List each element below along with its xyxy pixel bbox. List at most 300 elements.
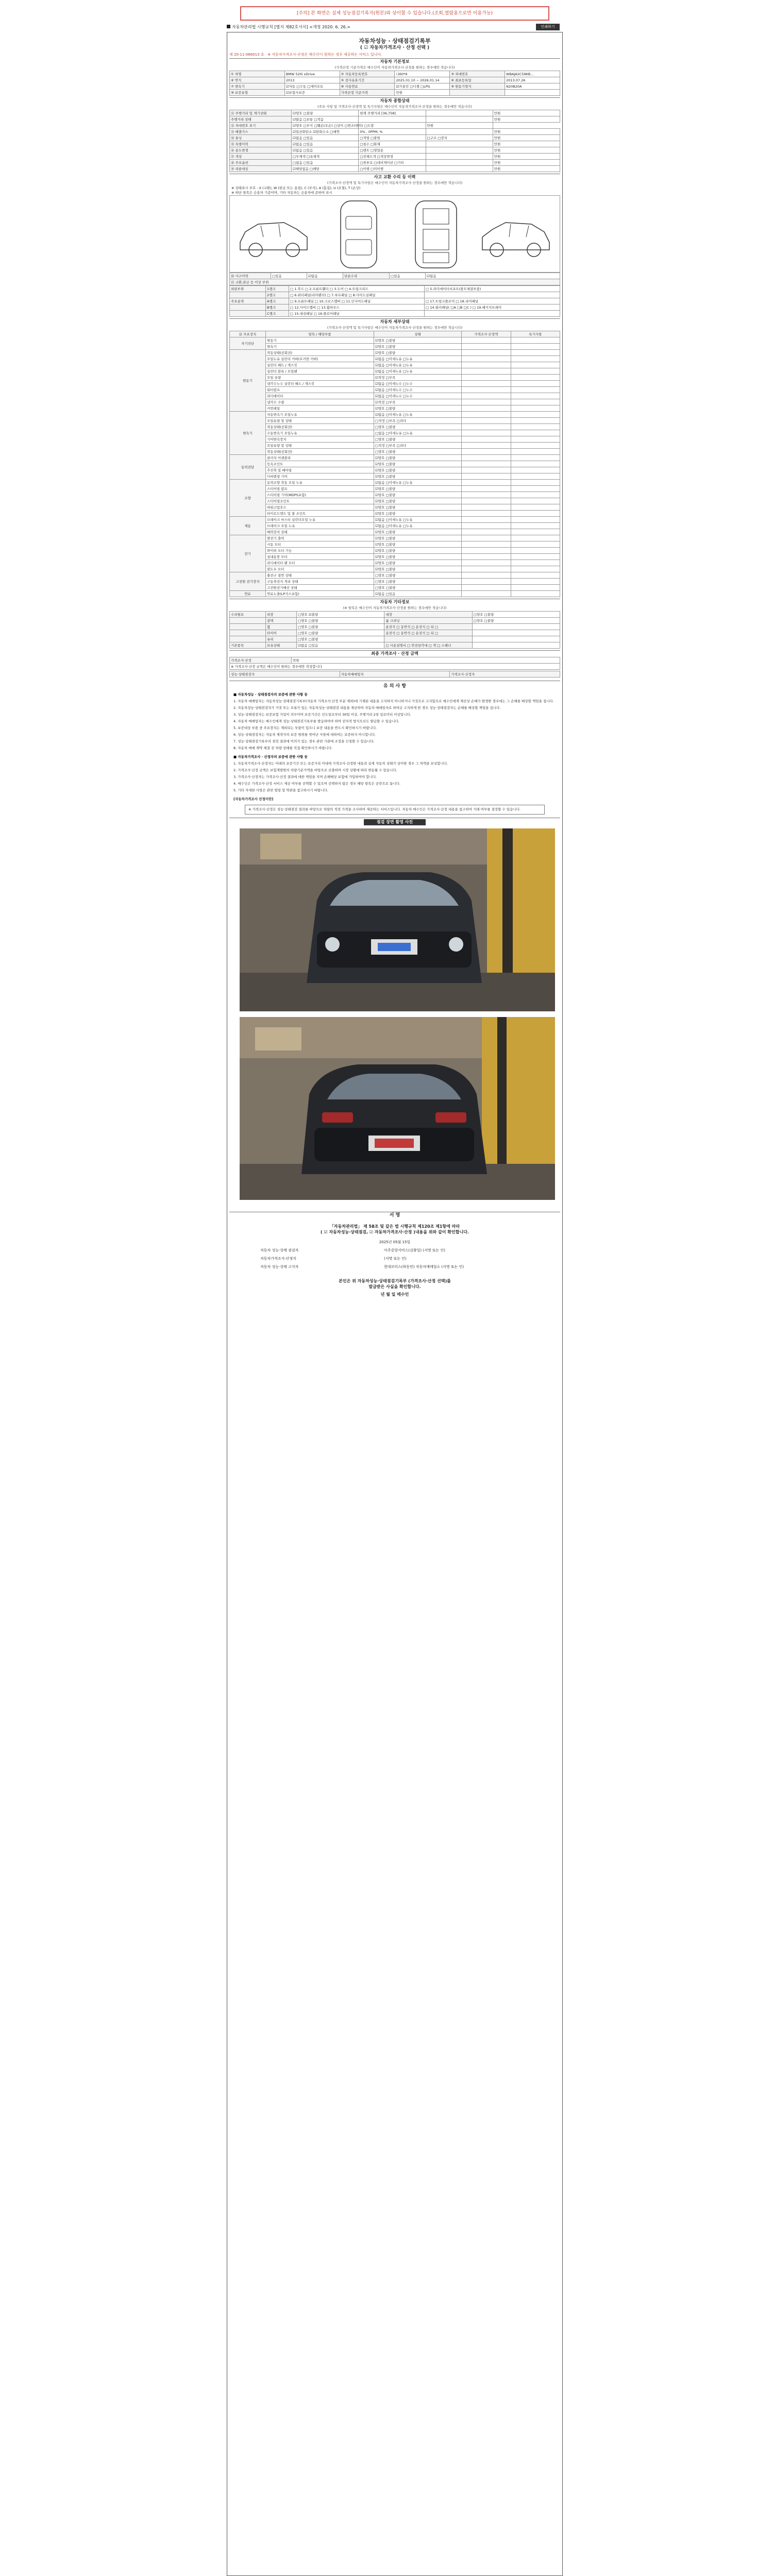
history-label: ⑯ 용도변경 — [230, 147, 292, 154]
detail-row — [230, 566, 560, 572]
detail-row — [230, 449, 560, 455]
basic-label: ② 자동차등록번호 — [340, 71, 395, 77]
detail-price — [462, 548, 511, 554]
detail-status: ☑양호 □불량 — [374, 461, 462, 467]
history-row — [230, 116, 560, 123]
terms-item: 4. 자동차 매매업자는 매수인에게 성능·상태점검기록부를 발급하여야 하며 전자적 방식으로도 발급할 수 있습니다. — [233, 719, 399, 723]
form-header — [227, 24, 563, 31]
etc-row — [230, 630, 560, 636]
detail-row — [230, 511, 560, 517]
doc-number: 제 20-11-068013 호 — [229, 53, 264, 57]
detail-note — [511, 480, 560, 486]
detail-status: ☑없음 □미세누수 □누수 — [374, 393, 462, 399]
basic-label: ③ 차대번호 — [450, 71, 505, 77]
rank-level: A랭크 — [266, 298, 289, 304]
detail-item: 디퍼렌셜 기어 — [266, 473, 374, 480]
history-value: 만원 — [493, 135, 560, 141]
rank-parts: □ 5.라디에이터서포트(볼트체결부품) — [425, 286, 560, 292]
detail-note — [511, 473, 560, 480]
detail-status: ☑적정 □부족 — [374, 375, 462, 381]
detail-note — [511, 443, 560, 449]
detail-price — [462, 449, 511, 455]
detail-row — [230, 486, 560, 492]
history-value: □썬루프 □네비게이션 □기타 — [359, 160, 426, 166]
detail-group: 제동 — [230, 517, 266, 535]
detail-row — [230, 541, 560, 548]
rank-parts: □ 14.필러패널( □A □B □C ) □ 19.패키지트레이 — [425, 304, 560, 311]
signature-statement: 「자동차관리법」 제 58조 및 같은 법 시행규칙 제120조 제1항에 따라 — [329, 1224, 460, 1229]
detail-price — [462, 381, 511, 387]
detail-price — [462, 405, 511, 412]
accident-no: ☑없음 — [307, 273, 343, 279]
signature-date: 2025년 05월 15일 — [379, 1240, 411, 1244]
detail-group: 변속기 — [230, 412, 266, 455]
basic-value: ☑가솔린 □디젤 □LPG — [395, 83, 450, 90]
rank-group — [230, 304, 266, 311]
basic-value: BMW 520i xDrive — [284, 71, 340, 77]
detail-status: ☑양호 □불량 — [374, 541, 462, 548]
detail-item: 발전기 출력 — [266, 535, 374, 541]
detail-item: 냉각수누수 실린더 헤드 / 개스킷 — [266, 381, 374, 387]
price-table — [229, 657, 560, 670]
etc-cell: □양호 □불량 — [297, 618, 384, 624]
history-row — [230, 123, 560, 129]
detail-item: 구동축전지 격리 상태 — [266, 579, 374, 585]
detail-row — [230, 356, 560, 362]
rank-parts — [425, 311, 560, 317]
basic-label: ⑨ 원동기형식 — [450, 83, 505, 90]
etc-cell: 유리 — [266, 636, 297, 642]
terms-box-title: [자동차가격조사 선정이란] — [233, 797, 274, 801]
detail-note — [511, 566, 560, 572]
detail-status: ☑없음 □미세누유 □누유 — [374, 362, 462, 368]
rank-parts — [425, 292, 560, 298]
history-value: 만원 — [493, 166, 560, 172]
detail-status: ☑양호 □불량 — [374, 492, 462, 498]
history-value: ☑없음 □있음 — [292, 141, 359, 147]
simple-repair-no: ☑없음 — [426, 273, 560, 279]
basic-label: ⑧ 사용연료 — [340, 83, 395, 90]
detail-status: ☑적정 □부족 — [374, 399, 462, 405]
detail-item: 실린더 헤드 / 개스킷 — [266, 362, 374, 368]
accident-table — [229, 273, 560, 285]
detail-head-cell: 특기사항 — [511, 331, 560, 337]
history-value — [426, 154, 493, 160]
basic-value: 2013.07.26 — [505, 77, 560, 83]
detail-status: ☑양호 □불량 — [374, 498, 462, 504]
rank-parts: □ 9.프론트패널 □ 10.크로스멤버 □ 11.인사이드패널 — [289, 298, 425, 304]
print-button[interactable]: 인쇄하기 — [536, 24, 560, 30]
rank-row — [230, 298, 560, 304]
detail-row — [230, 591, 560, 597]
detail-status: ☑없음 □미세누유 □누유 — [374, 480, 462, 486]
detail-note — [511, 523, 560, 529]
detail-item: 실내송풍 모터 — [266, 554, 374, 560]
detail-group: 조향 — [230, 480, 266, 517]
etc-cell: 룸 크리닝 — [384, 618, 472, 624]
detail-item: 와이퍼 모터 기능 — [266, 548, 374, 554]
detail-note — [511, 344, 560, 350]
signature-row-1 — [229, 1246, 560, 1255]
section-history — [229, 97, 560, 172]
detail-item: 브레이크 오일 누유 — [266, 523, 374, 529]
detail-note — [511, 399, 560, 405]
basic-label — [450, 90, 505, 96]
terms-item: 5. 보증대상 부품 중 주요장치는 제외되는 부품이 있으니 보증 내용을 반드시 확인하시기 바랍니다. — [233, 726, 377, 730]
inspector-1: 성능·상태점검자 — [230, 671, 340, 677]
history-value: 만원 — [493, 129, 560, 135]
detail-price — [462, 455, 511, 461]
detail-row — [230, 498, 560, 504]
basic-value: ☑보험사보증 — [284, 90, 340, 96]
inspector-table — [229, 671, 560, 677]
detail-price — [462, 393, 511, 399]
detail-item: 고전원전기배선 상태 — [266, 585, 374, 591]
detail-status: ☑없음 □미세누수 □누수 — [374, 381, 462, 387]
detail-status: ☑양호 □불량 — [374, 535, 462, 541]
detail-note — [511, 412, 560, 418]
etc-cell — [384, 636, 472, 642]
etc-cell: 운전석 □ 동반석 □ 운전석 □ 뒤 □ — [384, 624, 472, 630]
accident-label: ⑳ 사고이력 — [230, 273, 271, 279]
detail-head-cell: 항목 / 해당부품 — [266, 331, 374, 337]
etc-row — [230, 624, 560, 630]
detail-item: 배력장치 상태 — [266, 529, 374, 535]
detail-item: 워터펌프 — [266, 387, 374, 393]
detail-note — [511, 436, 560, 443]
history-value: 0% , 0PPM, % — [359, 129, 426, 135]
detail-row — [230, 399, 560, 405]
footer-line-3: 년 월 일 매수인 — [380, 1292, 409, 1297]
history-value: ☑양호 □부식 □훼손(오손) □상이 □변조(변타) □도말 — [292, 123, 359, 129]
detail-status: ☑양호 □불량 — [374, 554, 462, 560]
basic-value: 2013 — [284, 77, 340, 83]
detail-price — [462, 511, 511, 517]
footer-line-2: 발급받은 사실을 확인합니다. — [368, 1284, 421, 1289]
detail-item: 클러치 어셈블리 — [266, 455, 374, 461]
history-value: 만원 — [493, 160, 560, 166]
detail-status: ☑없음 □미세누유 □누유 — [374, 412, 462, 418]
history-value — [426, 147, 493, 154]
etc-cell: 수리필요 — [230, 612, 266, 618]
terms-item: 4. 매수인은 가격조사·산정 서비스 제공 여부를 선택할 수 있으며 선택하지 않은 경우 해당 항목은 공란으로 둡니다. — [233, 782, 400, 786]
etc-cell — [472, 636, 560, 642]
detail-note — [511, 381, 560, 387]
detail-price — [462, 344, 511, 350]
detail-note — [511, 368, 560, 375]
detail-note — [511, 517, 560, 523]
detail-item: 스티어링조인트 — [266, 498, 374, 504]
etc-cell — [230, 618, 266, 624]
history-label: ⑲ 리콜대상 — [230, 166, 292, 172]
etc-cell: 휠 — [266, 624, 297, 630]
section-price — [229, 650, 560, 677]
history-label: ⑱ 주요옵션 — [230, 160, 292, 166]
detail-status: ☑양호 □불량 — [374, 504, 462, 511]
detail-row — [230, 350, 560, 356]
detail-row — [230, 362, 560, 368]
history-value: ☑해당없음 □해당 — [292, 166, 359, 172]
history-value — [359, 116, 426, 123]
detail-item: 오일누유 실린더 커버(로커암 커버) — [266, 356, 374, 362]
detail-head-cell: ㉒ 주요장치 — [230, 331, 266, 337]
detail-price — [462, 504, 511, 511]
car-frame-diagram — [400, 198, 472, 270]
detail-row — [230, 517, 560, 523]
rank-row — [230, 286, 560, 292]
price-note: ※ 가격조사·산정 금액은 매수인이 원하는 경우에만 작성합니다 — [230, 664, 560, 670]
detail-price — [462, 529, 511, 535]
basic-label: ⑤ 검사유효기간 — [340, 77, 395, 83]
terms-item: 1. 자동차가격조사·산정자는 아래의 보증기간 또는 보증거리 이내에 가격조사·산정한 내용과 실제 자동차 상태가 상이한 경우 그 차액을 보상합니다. — [233, 761, 448, 766]
detail-item: 스티어링 펌프 — [266, 486, 374, 492]
photo-title: 점검 장면 촬영 사진 — [364, 819, 426, 825]
detail-status: □양호 □불량 — [374, 572, 462, 579]
detail-item: 오일유량 및 상태 — [266, 418, 374, 424]
detail-row — [230, 405, 560, 412]
history-label: ⑬ 배출가스 — [230, 129, 292, 135]
signature-row-2 — [229, 1255, 560, 1263]
detail-note — [511, 486, 560, 492]
detail-price — [462, 523, 511, 529]
history-value: □이행 □미이행 — [359, 166, 426, 172]
detail-note — [511, 337, 560, 344]
detail-sub: (가격조사·산정액 및 특기사항은 매수인이 자동차가격조사·산정을 원하는 경우에만 적습니다) — [327, 326, 463, 330]
detail-price — [462, 412, 511, 418]
section-basic — [229, 58, 560, 96]
detail-row — [230, 418, 560, 424]
detail-row — [230, 560, 560, 566]
history-value: 만원 — [426, 123, 493, 129]
basic-row — [230, 83, 560, 90]
detail-status: ☑양호 □불량 — [374, 405, 462, 412]
basic-label: ⑥ 최초등록일 — [450, 77, 505, 83]
detail-status: ☑양호 □불량 — [374, 467, 462, 473]
detail-price — [462, 517, 511, 523]
detail-price — [462, 554, 511, 560]
sig-value-1: 아주중앙서비스(김왕일) (서명 또는 인) — [384, 1248, 446, 1252]
detail-note — [511, 535, 560, 541]
detail-status: ☑양호 □불량 — [374, 350, 462, 356]
detail-note — [511, 548, 560, 554]
inspection-photo-front — [240, 828, 555, 1011]
terms-item: 7. 성능·상태점검기록부의 점검 결과에 이의가 있는 경우 관련 기관에 조정을 신청할 수 있습니다. — [233, 739, 375, 743]
detail-group: 고전원 전기장치 — [230, 572, 266, 591]
history-label: ⑰ 색상 — [230, 154, 292, 160]
rank-group: 주요골격 — [230, 298, 266, 304]
detail-status: □양호 □불량 — [374, 424, 462, 430]
detail-row — [230, 461, 560, 467]
detail-status: ☑양호 □불량 — [374, 529, 462, 535]
detail-status: ☑없음 □미세누유 □누유 — [374, 368, 462, 375]
detail-note — [511, 424, 560, 430]
detail-note — [511, 405, 560, 412]
detail-row — [230, 473, 560, 480]
doc-warning: ※ 자동차가격조사·산정은 매수인이 원하는 경우 제공하는 서비스 입니다. — [267, 53, 382, 57]
detail-row — [230, 585, 560, 591]
detail-price — [462, 498, 511, 504]
etc-cell: 외장 — [266, 612, 297, 618]
etc-cell: 기본품목 — [230, 642, 266, 649]
history-value: 만원 — [493, 141, 560, 147]
doc-subtitle: ( ☑ 자동차가격조사 · 산정 선택 ) — [360, 45, 430, 50]
detail-status: □없음 □미세누유 □누유 — [374, 430, 462, 436]
form-legal-label: 자동차관리법 시행규칙 [별지 제82호서식] <개정 2020. 6. 26.> — [232, 25, 350, 29]
etc-cell: □양호 □불량 — [472, 612, 560, 618]
terms-h1: ■ 자동차성능 · 상태점검자의 보증에 관한 사항 등 — [233, 692, 308, 697]
etc-cell: □양호 □불량 — [297, 624, 384, 630]
basic-title: 자동차 기본정보 — [380, 59, 410, 64]
detail-status: ☑없음 □미세누유 □누유 — [374, 517, 462, 523]
rank-group: 외판부위 — [230, 286, 266, 292]
footer-line-1: 본인은 위 자동차성능·상태점검기록부 (가격조사·산정 선택)를 — [339, 1279, 451, 1283]
car-top-diagram — [323, 198, 395, 270]
rank-parts: □ 1.후드 □ 2.프론트휀더 □ 3.도어 □ 4.트렁크리드 — [289, 286, 425, 292]
detail-item: 브레이크 마스터 실린더오일 누유 — [266, 517, 374, 523]
history-value — [426, 160, 493, 166]
accident-yes: □있음 — [271, 273, 307, 279]
history-value: 만원 — [493, 147, 560, 154]
etc-title: 자동차 기타정보 — [380, 600, 410, 604]
rank-parts: □ 17.트렁크플로어 □ 18.리어패널 — [425, 298, 560, 304]
simple-repair-yes: □있음 — [390, 273, 426, 279]
etc-cell: 광택 — [266, 618, 297, 624]
detail-item: 충전구 절연 상태 — [266, 572, 374, 579]
rank-level: B랭크 — [266, 304, 289, 311]
detail-status: □양호 □불량 — [374, 449, 462, 455]
detail-row — [230, 504, 560, 511]
detail-price — [462, 375, 511, 381]
history-sub: (주요 사항 및 가격조사·산정액 및 특기사항은 매수인이 자동차가격조사·산정을 원하는 경우에만 적습니다) — [317, 105, 472, 109]
history-row — [230, 129, 560, 135]
doc-title: 자동차성능 · 상태점검기록부 — [359, 38, 431, 44]
basic-label: 가격산정 기준가격 — [340, 90, 395, 96]
etc-row — [230, 612, 560, 618]
detail-row — [230, 480, 560, 486]
basic-value: 2025.01.10 ~ 2026.01.14 — [395, 77, 450, 83]
rank-row — [230, 304, 560, 311]
terms-item: 2. 자동차성능·상태점검자가 거짓 또는 오류가 있는 자동차성능·상태점검 내용을 제공하여 자동차 매매업자로 하여금 고지하게 한 경우 성능·상태점검자는 손해를 배상할 책임을 집니다. — [233, 706, 501, 710]
etc-cell — [230, 630, 266, 636]
detail-row — [230, 455, 560, 461]
section-etc — [229, 599, 560, 649]
detail-status: ☑양호 □불량 — [374, 560, 462, 566]
photo-area — [229, 826, 560, 1208]
detail-note — [511, 356, 560, 362]
price-label: 가격조사·산정 — [230, 657, 292, 664]
detail-price — [462, 541, 511, 548]
terms-item: 3. 성능·상태점검자는 보증보험 가입이 의무이며 보증기간은 인도일로부터 30일 이상, 주행거리 2천 킬로미터 이상입니다. — [233, 713, 411, 717]
detail-note — [511, 498, 560, 504]
history-value: 만원 — [493, 116, 560, 123]
detail-group: 자기진단 — [230, 337, 266, 350]
history-row — [230, 160, 560, 166]
square-bullet-icon — [227, 25, 230, 28]
basic-row — [230, 90, 560, 96]
detail-item: 라디에이터 팬 모터 — [266, 560, 374, 566]
document-wrapper — [227, 0, 563, 2576]
detail-note — [511, 554, 560, 560]
detail-note — [511, 541, 560, 548]
detail-row — [230, 579, 560, 585]
detail-note — [511, 511, 560, 517]
detail-item: 라디에이터 — [266, 393, 374, 399]
car-left-side-diagram — [235, 201, 312, 268]
detail-status: ☑양호 □불량 — [374, 548, 462, 554]
history-value: □구조 □장치 — [426, 135, 493, 141]
detail-price — [462, 356, 511, 362]
rank-table — [229, 285, 560, 317]
detail-status: □양호 □불량 — [374, 579, 462, 585]
history-label: ⑮ 특별이력 — [230, 141, 292, 147]
detail-price — [462, 566, 511, 572]
signature-statement2: ( ☑ 자동차성능·상태점검, ☑ 자동차가격조사·산정 )내용을 위와 같이 확인합니다. — [321, 1230, 469, 1234]
detail-note — [511, 560, 560, 566]
detail-item: 등속조인트 — [266, 461, 374, 467]
history-value: 만원 — [493, 110, 560, 116]
rank-level: 2랭크 — [266, 292, 289, 298]
basic-table — [229, 71, 560, 96]
etc-cell: □양호 □불량 — [472, 618, 560, 624]
detail-row — [230, 554, 560, 560]
detail-row — [230, 467, 560, 473]
etc-row — [230, 618, 560, 624]
detail-row — [230, 387, 560, 393]
detail-row — [230, 375, 560, 381]
detail-price — [462, 424, 511, 430]
etc-cell — [230, 636, 266, 642]
etc-sub: (※ 항목은 매수인이 자동차가격조사·산정을 원하는 경우에만 적습니다) — [343, 606, 447, 610]
detail-price — [462, 591, 511, 597]
detail-note — [511, 572, 560, 579]
detail-price — [462, 480, 511, 486]
detail-item: 작동상태(공회전) — [266, 350, 374, 356]
history-value: ☑일산화탄소 ☑탄화수소 □매연 — [292, 129, 359, 135]
detail-item: 오일 유량 — [266, 375, 374, 381]
basic-row — [230, 77, 560, 83]
detail-item: 작동상태(공회전) — [266, 424, 374, 430]
top-notice: [주의] 본 화면은 실제 성능점검기록지(원본)와 상이할 수 있습니다.(조회,열람용으로만 이용가능) — [240, 6, 549, 21]
history-row — [230, 110, 560, 116]
detail-note — [511, 418, 560, 424]
detail-note — [511, 504, 560, 511]
basic-label: ⑦ 변속기 — [230, 83, 285, 90]
damage-sub: (가격조사·산정액 및 특기사항은 매수인이 자동차가격조사·산정을 원하는 경우에만 적습니다) — [327, 181, 463, 185]
history-row — [230, 141, 560, 147]
signature-row-3 — [229, 1263, 560, 1271]
terms-item: 8. 자동차 매매 계약 체결 전 차량 상태를 직접 확인하시기 바랍니다. — [233, 746, 333, 750]
rank-group — [230, 311, 266, 317]
detail-note — [511, 461, 560, 467]
history-value: ☑없음 □있음 — [292, 147, 359, 154]
detail-note — [511, 467, 560, 473]
basic-value: WBAJA2C59KB... — [505, 71, 560, 77]
detail-price — [462, 585, 511, 591]
detail-note — [511, 430, 560, 436]
inspection-photo-rear — [240, 1017, 555, 1200]
basic-label: ① 차명 — [230, 71, 285, 77]
detail-price — [462, 535, 511, 541]
price-value: 만원 — [292, 657, 560, 664]
history-value: ☑많음 □보통 □적음 — [292, 116, 359, 123]
detail-item: 자동변속기 오일누유 — [266, 412, 374, 418]
detail-item: 변속기 — [266, 344, 374, 350]
detail-item: 원동기 — [266, 337, 374, 344]
detail-status: ☑양호 □불량 — [374, 486, 462, 492]
etc-cell: 내장 — [384, 612, 472, 618]
detail-price — [462, 387, 511, 393]
history-row — [230, 154, 560, 160]
